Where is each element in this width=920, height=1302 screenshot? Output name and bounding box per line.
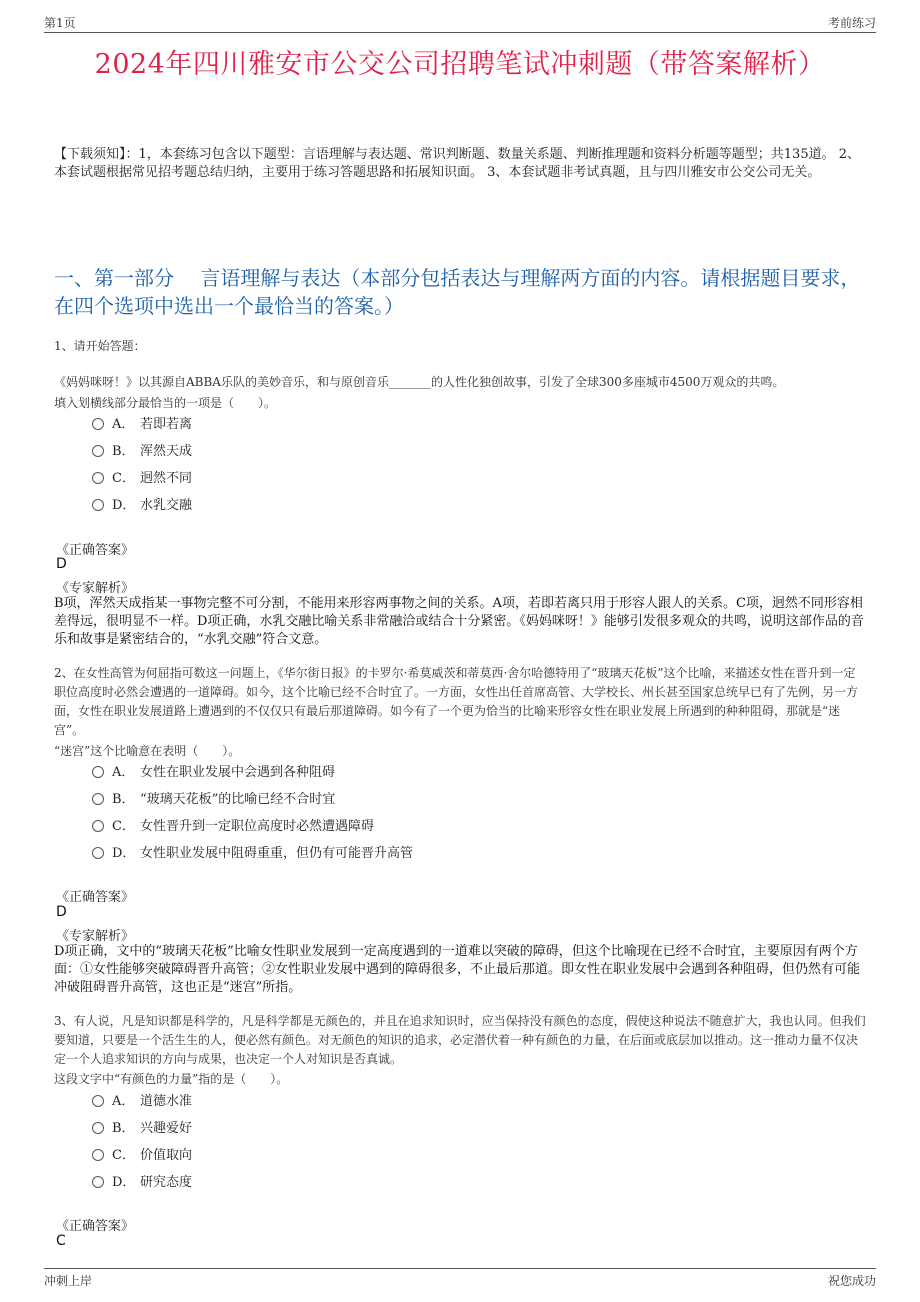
download-notice: 【下载须知】：1，本套练习包含以下题型：言语理解与表达题、常识判断题、数量关系题、判断推理题和资料分析题等题型；共135道。 2、本套试题根据常见招考题总结归纳，主要用于练习答题思路和拓展知识面。 3、本套试题非考试真题，且与四川雅安市公交公司无关。 — [54, 147, 860, 180]
option-c[interactable]: C． 迥然不同 — [92, 469, 192, 496]
option-a[interactable]: A． 道德水准 — [92, 1092, 192, 1119]
analysis-heading: 《专家解析》 — [56, 581, 135, 596]
question-3-prompt: 这段文字中“有颜色的力量”指的是（ ）。 — [54, 1072, 289, 1086]
option-d[interactable]: D． 水乳交融 — [92, 496, 192, 523]
radio-icon[interactable] — [92, 1122, 104, 1134]
option-b[interactable]: B． “玻璃天花板”的比喻已经不合时宜 — [92, 790, 413, 817]
option-b[interactable]: B． 浑然天成 — [92, 442, 192, 469]
radio-icon[interactable] — [92, 1095, 104, 1107]
question-2-prompt: “迷宫”这个比喻意在表明（ ）。 — [54, 744, 241, 758]
answer-value: D — [56, 556, 67, 572]
radio-icon[interactable] — [92, 820, 104, 832]
question-1-stem: 《妈妈咪呀！》以其源自ABBA乐队的美妙音乐，和与原创音乐_______的人性化独创故事，引发了全球300多座城市4500万观众的共鸣。 — [54, 375, 785, 389]
option-d[interactable]: D． 研究态度 — [92, 1173, 192, 1200]
footer-divider — [44, 1268, 876, 1269]
option-d[interactable]: D． 女性职业发展中阻碍重重，但仍有可能晋升高管 — [92, 844, 413, 871]
option-c[interactable]: C． 女性晋升到一定职位高度时必然遭遇障碍 — [92, 817, 413, 844]
header-divider — [44, 32, 876, 33]
radio-icon[interactable] — [92, 1149, 104, 1161]
footer-right-label: 祝您成功 — [827, 1274, 876, 1288]
radio-icon[interactable] — [92, 793, 104, 805]
radio-icon[interactable] — [92, 472, 104, 484]
footer-left-label: 冲刺上岸 — [44, 1274, 93, 1288]
page-title: 2024年四川雅安市公交公司招聘笔试冲刺题（带答案解析） — [94, 49, 826, 80]
question-1-intro: 1、请开始答题： — [54, 339, 146, 353]
radio-icon[interactable] — [92, 766, 104, 778]
analysis-text: D项正确，文中的“玻璃天花板”比喻女性职业发展到一定高度遇到的一道难以突破的障碍，但这个比喻现在已经不合时宜，主要原因有两个方面：①女性能够突破障碍晋升高管；②女性职业发展中遇到的障碍很多，不止最后那道。即女性在职业发展中会遇到各种阻碍，但仍然有可能冲破阻碍晋升高管，这也正是“迷宫”所指。 — [54, 944, 861, 995]
radio-icon[interactable] — [92, 1176, 104, 1188]
radio-icon[interactable] — [92, 445, 104, 457]
answer-heading: 《正确答案》 — [56, 543, 135, 558]
option-a[interactable]: A． 若即若离 — [92, 415, 192, 442]
radio-icon[interactable] — [92, 499, 104, 511]
question-1-options — [92, 415, 192, 523]
radio-icon[interactable] — [92, 847, 104, 859]
header-label: 考前练习 — [827, 16, 876, 30]
answer-heading: 《正确答案》 — [56, 1219, 135, 1234]
option-a[interactable]: A． 女性在职业发展中会遇到各种阻碍 — [92, 763, 413, 790]
question-3-stem: 3、有人说，凡是知识都是科学的，凡是科学都是无颜色的，并且在追求知识时，应当保持没有颜色的态度，假使这种说法不随意扩大，我也认同。但我们要知道，只要是一个活生生的人，便必然有颜色。对无颜色的知识的追求，必定潜伏着一种有颜色的力量，在后面或底层加以推动。这一推动力量不仅决定一个人追求知识的方向与成果，也决定一个人对知识是否真诚。 — [54, 1014, 866, 1066]
page-footer — [44, 1272, 876, 1290]
radio-icon[interactable] — [92, 418, 104, 430]
option-c[interactable]: C． 价值取向 — [92, 1146, 192, 1173]
analysis-text: B项，浑然天成指某一事物完整不可分割，不能用来形容两事物之间的关系。A项，若即若离只用于形容人跟人的关系。C项，迥然不同形容相差得远，很明显不一样。D项正确，水乳交融比喻关系非常融洽或结合十分紧密。《妈妈咪呀！》能够引发很多观众的共鸣，说明这部作品的音乐和故事是紧密结合的，“水乳交融”符合文意。 — [54, 596, 864, 647]
option-b[interactable]: B． 兴趣爱好 — [92, 1119, 192, 1146]
answer-value: C — [56, 1233, 66, 1249]
question-1-prompt: 填入划横线部分最恰当的一项是（ ）。 — [54, 396, 277, 410]
page-header — [44, 14, 876, 32]
section-heading: 一、第一部分 言语理解与表达（本部分包括表达与理解两方面的内容。请根据题目要求，在四个选项中选出一个最恰当的答案。） — [54, 266, 861, 318]
page-number: 第1页 — [44, 16, 76, 30]
question-2-options — [92, 763, 413, 871]
analysis-heading: 《专家解析》 — [56, 929, 135, 944]
answer-value: D — [56, 904, 67, 920]
question-2-stem: 2、在女性高管为何屈指可数这一问题上，《华尔街日报》的卡罗尔·希莫威茨和蒂莫西·舍尔哈德特用了“玻璃天花板”这个比喻，来描述女性在晋升到一定职位高度时必然会遭遇的一道障碍。如今，这个比喻已经不合时宜了。一方面，女性出任首席高管、大学校长、州长甚至国家总统早已有了先例，另一方面，女性在职业发展道路上遭遇到的不仅仅只有最后那道障碍。如今有了一个更为恰当的比喻来形容女性在职业发展上所遇到的种种阻碍，那就是“迷宫”。 — [54, 666, 859, 737]
question-3-options — [92, 1092, 192, 1200]
answer-heading: 《正确答案》 — [56, 890, 135, 905]
